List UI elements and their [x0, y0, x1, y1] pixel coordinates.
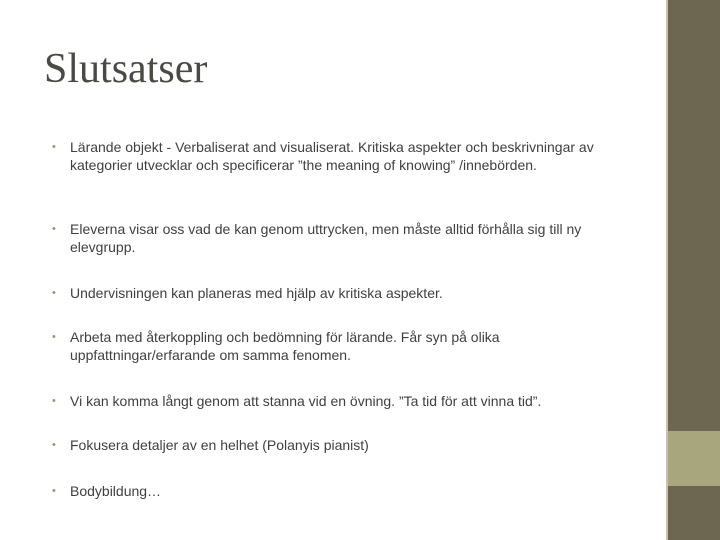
bullet-item	[52, 220, 642, 256]
bullet-text: Bodybildung…	[70, 483, 162, 499]
sidebar-accent-block	[668, 431, 720, 486]
bullet-text: Lärande objekt - Verbaliserat and visualiserat. Kritiska aspekter och beskrivningar av kategorier utvecklar och specificerar ”the meaning of knowing” /innebörden.	[70, 139, 594, 173]
bullet-item	[52, 138, 642, 174]
slide-title: Slutsatser	[44, 46, 208, 92]
bullet-dot-icon: •	[52, 331, 56, 343]
bullet-item	[52, 436, 642, 454]
bullet-dot-icon: •	[52, 141, 56, 153]
bullet-dot-icon: •	[52, 439, 56, 451]
bullet-text: Vi kan komma långt genom att stanna vid en övning. ”Ta tid för att vinna tid”.	[70, 393, 542, 409]
bullet-text: Undervisningen kan planeras med hjälp av kritiska aspekter.	[70, 285, 443, 301]
bullet-text: Eleverna visar oss vad de kan genom uttrycken, men måste alltid förhålla sig till ny elevgrupp.	[70, 221, 582, 255]
bullet-item	[52, 284, 642, 302]
bullet-dot-icon: •	[52, 395, 56, 407]
bullet-dot-icon: •	[52, 287, 56, 299]
bullet-item	[52, 482, 642, 500]
bullet-dot-icon: •	[52, 485, 56, 497]
bullet-text: Arbeta med återkoppling och bedömning för lärande. Får syn på olika uppfattningar/erfarande om samma fenomen.	[70, 329, 500, 363]
bullet-item	[52, 392, 642, 410]
bullet-item	[52, 328, 642, 364]
bullet-text: Fokusera detaljer av en helhet (Polanyis pianist)	[70, 437, 369, 453]
bullet-dot-icon: •	[52, 223, 56, 235]
